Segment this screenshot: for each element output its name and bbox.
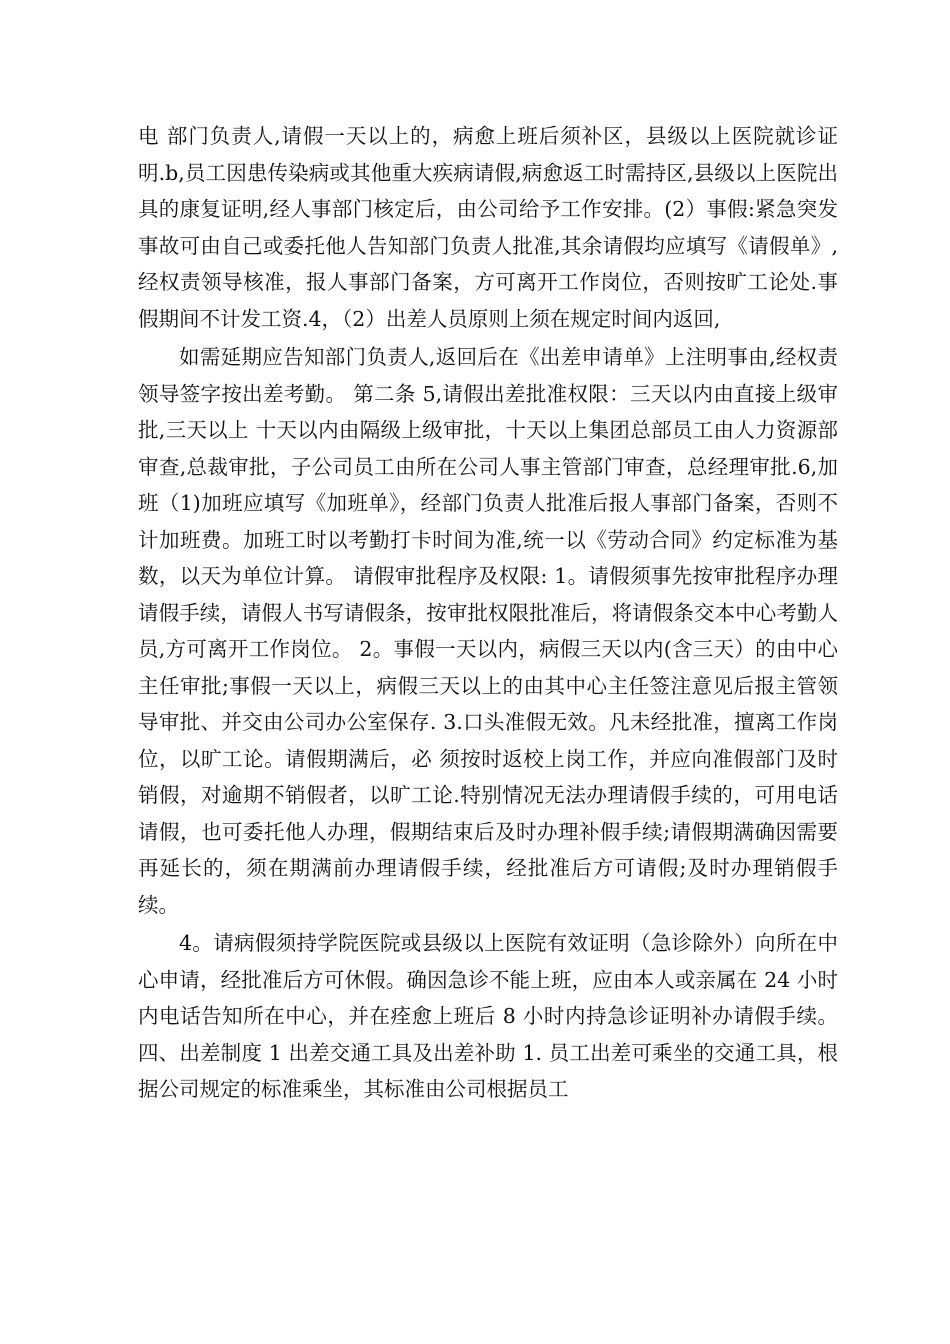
paragraph-sick-leave-and-travel: 4。请病假须持学院医院或县级以上医院有效证明（急诊除外）向所在中心申请，经批准后方可休假。确因急诊不能上班，应由本人或亲属在 24 小时内电话告知所在中心，并在痊愈上班后 8 小时内持急诊证明补办请假手续。 四、出差制度 1 出差交通工具及出差补助 1. 员工出差可乘坐的交通工具，根据公司规定的标准乘坐，其标准由公司根据员工 [138, 931, 838, 1101]
paragraph-approval-authority: 如需延期应告知部门负责人,返回后在《出差申请单》上注明事由,经权责领导签字按出差考勤。 第二条 5,请假出差批准权限：三天以内由直接上级审批,三天以上 十天以内由隔级上级审批，十天以上集团总部员工由人力资源部审查,总裁审批，子公司员工由所在公司人事主管部门审查，总经理审批.6,加班（1)加班应填写《加班单》，经部门负责人批准后报人事部门备案，否则不计加班费。加班工时以考勤打卡时间为准,统一以《劳动合同》约定标准为基数，以天为单位计算。 请假审批程序及权限: 1。请假须事先按审批程序办理请假手续，请假人书写请假条，按审批权限批准后，将请假条交本中心考勤人员,方可离开工作岗位。 2。事假一天以内，病假三天以内(含三天）的由中心主任审批;事假一天以上，病假三天以上的由其中心主任签注意见后报主管领导审批、并交由公司办公室保存. 3.口头准假无效。凡未经批准，擅离工作岗位，以旷工论。请假期满后，必 须按时返校上岗工作，并应向准假部门及时销假，对逾期不销假者，以旷工论.特别情况无法办理请假手续的，可用电话请假，也可委托他人办理，假期结束后及时办理补假手续;请假期满确因需要再延长的，须在期满前办理请假手续，经批准后方可请假;及时办理销假手续。 [138, 345, 838, 917]
paragraph-leave-rules: 电 部门负责人,请假一天以上的，病愈上班后须补区，县级以上医院就诊证明.b,员工因患传染病或其他重大疾病请假,病愈返工时需持区,县级以上医院出具的康复证明,经人事部门核定后，由公司给予工作安排。(2）事假:紧急突发事故可由自己或委托他人告知部门负责人批准,其余请假均应填写《请假单》,经权责领导核准，报人事部门备案，方可离开工作岗位，否则按旷工论处.事假期间不计发工资.4，（2）出差人员原则上须在规定时间内返回, [138, 124, 838, 331]
document-page [138, 118, 838, 1108]
